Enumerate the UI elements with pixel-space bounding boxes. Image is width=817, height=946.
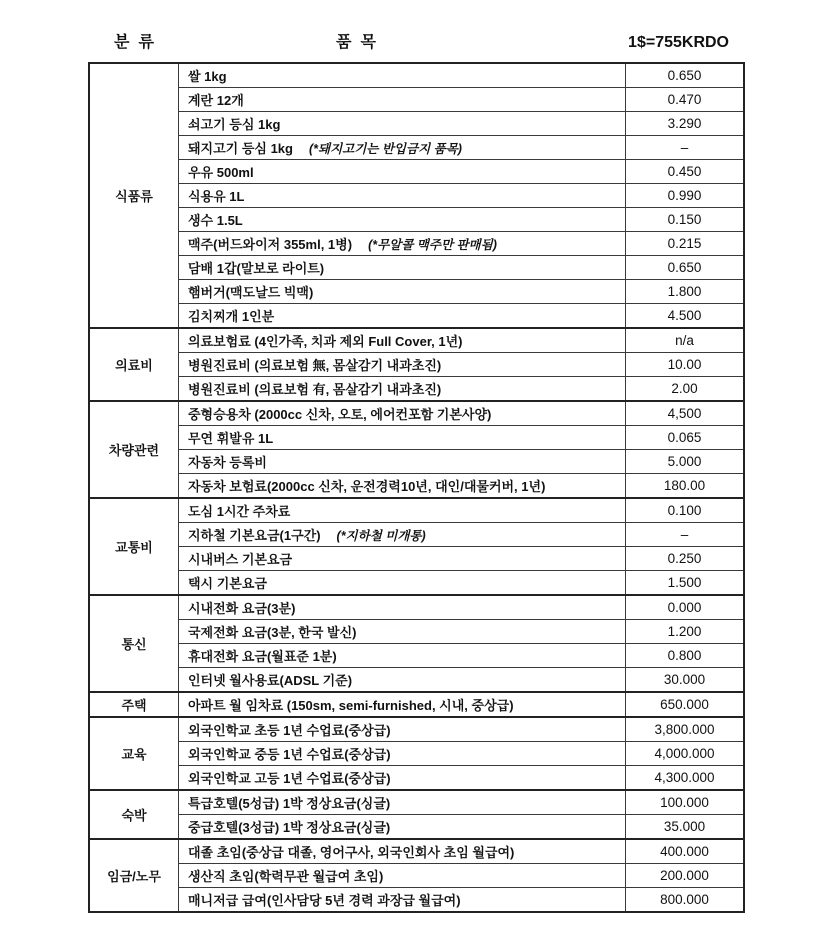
category-cell: 의료비 xyxy=(89,328,179,401)
table-row xyxy=(89,304,744,329)
price-cell: 0.800 xyxy=(626,644,745,668)
column-header-item: 품목 xyxy=(336,34,385,51)
item-label: 자동차 등록비 xyxy=(188,455,267,470)
table-row xyxy=(89,63,744,88)
table-row xyxy=(89,426,744,450)
item-cell xyxy=(179,474,626,499)
item-note: (*무알콜 맥주만 판매됨) xyxy=(368,238,497,252)
table-row xyxy=(89,692,744,717)
item-label: 생수 1.5L xyxy=(188,213,243,228)
item-label: 계란 12개 xyxy=(188,93,244,108)
item-cell xyxy=(179,353,626,377)
exchange-rate-label: 1$=755KRDO xyxy=(628,34,729,51)
price-cell: 10.00 xyxy=(626,353,745,377)
price-cell: 1.800 xyxy=(626,280,745,304)
price-cell: 200.000 xyxy=(626,864,745,888)
item-cell xyxy=(179,426,626,450)
item-cell xyxy=(179,280,626,304)
price-cell: 0.470 xyxy=(626,88,745,112)
price-cell: 0.450 xyxy=(626,160,745,184)
item-cell xyxy=(179,136,626,160)
table-row xyxy=(89,450,744,474)
item-label: 외국인학교 초등 1년 수업료(중상급) xyxy=(188,723,391,738)
price-cell: 0.250 xyxy=(626,547,745,571)
item-cell xyxy=(179,232,626,256)
price-cell: – xyxy=(626,136,745,160)
category-cell: 숙박 xyxy=(89,790,179,839)
table-row xyxy=(89,160,744,184)
table-row xyxy=(89,620,744,644)
price-cell: 0.150 xyxy=(626,208,745,232)
item-cell xyxy=(179,160,626,184)
item-label: 식용유 1L xyxy=(188,189,245,204)
item-note: (*돼지고기는 반입금지 품목) xyxy=(308,142,462,156)
item-label: 외국인학교 중등 1년 수업료(중상급) xyxy=(188,747,391,762)
item-label: 생산직 초임(학력무관 월급여 초임) xyxy=(188,869,384,884)
table-row xyxy=(89,232,744,256)
category-cell: 임금/노무 xyxy=(89,839,179,912)
category-cell: 통신 xyxy=(89,595,179,692)
item-label: 중형승용차 (2000cc 신차, 오토, 에어컨포함 기본사양) xyxy=(188,407,492,422)
item-cell xyxy=(179,498,626,523)
price-cell: 1.500 xyxy=(626,571,745,596)
item-label: 휴대전화 요금(월표준 1분) xyxy=(188,649,337,664)
item-label: 담배 1갑(말보로 라이트) xyxy=(188,261,325,276)
table-row xyxy=(89,401,744,426)
table-row xyxy=(89,790,744,815)
item-label: 무연 휘발유 1L xyxy=(188,431,274,446)
table-row xyxy=(89,377,744,402)
item-label: 아파트 월 임차료 (150sm, semi-furnished, 시내, 중상급) xyxy=(188,698,514,713)
item-cell xyxy=(179,523,626,547)
item-label: 병원진료비 (의료보험 無, 몸살감기 내과초진) xyxy=(188,358,442,373)
table-row xyxy=(89,498,744,523)
price-cell: 0.215 xyxy=(626,232,745,256)
table-row xyxy=(89,353,744,377)
item-cell xyxy=(179,88,626,112)
table-row xyxy=(89,888,744,913)
price-cell: 4,300.000 xyxy=(626,766,745,791)
item-label: 의료보험료 (4인가족, 치과 제외 Full Cover, 1년) xyxy=(188,334,463,349)
price-table-body xyxy=(89,63,744,912)
price-cell: 0.000 xyxy=(626,595,745,620)
item-cell xyxy=(179,571,626,596)
item-cell xyxy=(179,839,626,864)
price-cell: 100.000 xyxy=(626,790,745,815)
price-cell: 4,000.000 xyxy=(626,742,745,766)
item-cell xyxy=(179,815,626,840)
table-row xyxy=(89,474,744,499)
price-cell: 180.00 xyxy=(626,474,745,499)
category-cell: 교육 xyxy=(89,717,179,790)
item-cell xyxy=(179,304,626,329)
item-note: (*지하철 미개통) xyxy=(336,529,426,543)
table-row xyxy=(89,523,744,547)
table-row xyxy=(89,815,744,840)
table-row xyxy=(89,668,744,693)
price-cell: 4,500 xyxy=(626,401,745,426)
item-label: 외국인학교 고등 1년 수업료(중상급) xyxy=(188,771,391,786)
price-cell: 4.500 xyxy=(626,304,745,329)
price-cell: 400.000 xyxy=(626,839,745,864)
table-row xyxy=(89,184,744,208)
price-cell: 650.000 xyxy=(626,692,745,717)
price-cell: 0.100 xyxy=(626,498,745,523)
item-label: 대졸 초임(중상급 대졸, 영어구사, 외국인회사 초임 월급여) xyxy=(188,845,515,860)
item-label: 맥주(버드와이저 355ml, 1병) xyxy=(188,237,353,252)
category-cell: 차량관련 xyxy=(89,401,179,498)
category-cell: 교통비 xyxy=(89,498,179,595)
table-row xyxy=(89,742,744,766)
item-cell xyxy=(179,717,626,742)
table-row xyxy=(89,766,744,791)
category-cell: 주택 xyxy=(89,692,179,717)
item-label: 병원진료비 (의료보험 有, 몸살감기 내과초진) xyxy=(188,382,442,397)
table-row xyxy=(89,864,744,888)
table-row xyxy=(89,644,744,668)
item-label: 우유 500ml xyxy=(188,165,254,180)
table-row xyxy=(89,136,744,160)
item-label: 시내전화 요금(3분) xyxy=(188,601,296,616)
item-cell xyxy=(179,766,626,791)
price-cell: 35.000 xyxy=(626,815,745,840)
price-cell: 0.650 xyxy=(626,256,745,280)
item-cell xyxy=(179,864,626,888)
item-cell xyxy=(179,742,626,766)
table-row xyxy=(89,280,744,304)
price-cell: n/a xyxy=(626,328,745,353)
table-row xyxy=(89,112,744,136)
item-label: 중급호텔(3성급) 1박 정상요금(싱글) xyxy=(188,820,391,835)
price-cell: 3.290 xyxy=(626,112,745,136)
item-cell xyxy=(179,112,626,136)
item-label: 쇠고기 등심 1kg xyxy=(188,117,281,132)
price-cell: 2.00 xyxy=(626,377,745,402)
item-cell xyxy=(179,595,626,620)
item-label: 국제전화 요금(3분, 한국 발신) xyxy=(188,625,357,640)
table-row xyxy=(89,717,744,742)
item-cell xyxy=(179,63,626,88)
item-cell xyxy=(179,450,626,474)
item-label: 인터넷 월사용료(ADSL 기준) xyxy=(188,673,353,688)
price-cell: 30.000 xyxy=(626,668,745,693)
table-row xyxy=(89,208,744,232)
item-cell xyxy=(179,620,626,644)
table-row xyxy=(89,839,744,864)
price-cell: 5.000 xyxy=(626,450,745,474)
price-cell: 0.650 xyxy=(626,63,745,88)
item-cell xyxy=(179,547,626,571)
price-cell: 3,800.000 xyxy=(626,717,745,742)
table-row xyxy=(89,595,744,620)
item-label: 돼지고기 등심 1kg xyxy=(188,141,293,156)
item-label: 시내버스 기본요금 xyxy=(188,552,293,567)
item-cell xyxy=(179,692,626,717)
item-cell xyxy=(179,328,626,353)
price-table xyxy=(88,62,745,913)
item-cell xyxy=(179,668,626,693)
table-row xyxy=(89,547,744,571)
item-cell xyxy=(179,256,626,280)
item-label: 도심 1시간 주차료 xyxy=(188,504,291,519)
table-row xyxy=(89,256,744,280)
item-label: 쌀 1kg xyxy=(188,69,227,84)
price-cell: 0.065 xyxy=(626,426,745,450)
price-cell: 800.000 xyxy=(626,888,745,913)
price-cell: 0.990 xyxy=(626,184,745,208)
item-label: 김치찌개 1인분 xyxy=(188,309,275,324)
table-row xyxy=(89,571,744,596)
item-label: 특급호텔(5성급) 1박 정상요금(싱글) xyxy=(188,796,391,811)
table-row xyxy=(89,328,744,353)
column-header-category: 분류 xyxy=(114,34,163,51)
item-label: 지하철 기본요금(1구간) xyxy=(188,528,321,543)
price-cell: – xyxy=(626,523,745,547)
item-label: 자동차 보험료(2000cc 신차, 운전경력10년, 대인/대물커버, 1년) xyxy=(188,479,546,494)
category-cell: 식품류 xyxy=(89,63,179,328)
item-cell xyxy=(179,377,626,402)
item-cell xyxy=(179,401,626,426)
table-row xyxy=(89,88,744,112)
price-cell: 1.200 xyxy=(626,620,745,644)
item-cell xyxy=(179,644,626,668)
item-cell xyxy=(179,184,626,208)
item-cell xyxy=(179,790,626,815)
item-label: 매니저급 급여(인사담당 5년 경력 과장급 월급여) xyxy=(188,893,461,908)
item-cell xyxy=(179,208,626,232)
item-label: 햄버거(맥도날드 빅맥) xyxy=(188,285,314,300)
item-cell xyxy=(179,888,626,913)
item-label: 택시 기본요금 xyxy=(188,576,267,591)
